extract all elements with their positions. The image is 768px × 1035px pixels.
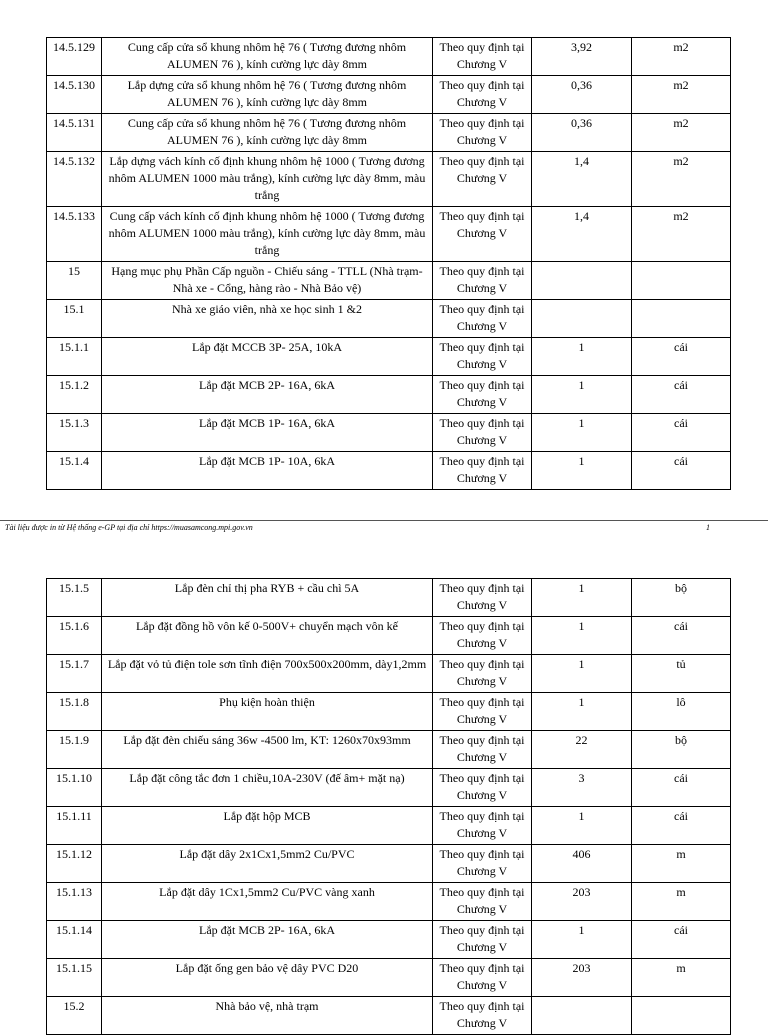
unit-cell: cái — [632, 338, 731, 376]
description-cell: Lắp dựng vách kính cố định khung nhôm hệ 1000 ( Tương đương nhôm ALUMEN 1000 màu trắng), kính cường lực dày 8mm, màu trắng — [102, 152, 433, 207]
unit-cell: cái — [632, 807, 731, 845]
description-cell: Lắp đặt MCB 1P- 10A, 6kA — [102, 452, 433, 490]
specification-cell: Theo quy định tại Chương V — [433, 845, 532, 883]
description-cell: Lắp đèn chỉ thị pha RYB + cầu chì 5A — [102, 579, 433, 617]
quantity-cell — [532, 300, 632, 338]
specification-cell: Theo quy định tại Chương V — [433, 883, 532, 921]
table-row — [47, 921, 731, 959]
boq-table-page-2 — [46, 578, 731, 1035]
description-cell: Lắp đặt MCB 1P- 16A, 6kA — [102, 414, 433, 452]
specification-cell: Theo quy định tại Chương V — [433, 617, 532, 655]
item-code-cell: 14.5.130 — [47, 76, 102, 114]
specification-cell: Theo quy định tại Chương V — [433, 997, 532, 1035]
item-code-cell: 15 — [47, 262, 102, 300]
table-row — [47, 338, 731, 376]
quantity-cell: 1 — [532, 376, 632, 414]
specification-cell: Theo quy định tại Chương V — [433, 152, 532, 207]
table-row — [47, 807, 731, 845]
description-cell: Lắp đặt dây 1Cx1,5mm2 Cu/PVC vàng xanh — [102, 883, 433, 921]
description-cell: Phụ kiện hoàn thiện — [102, 693, 433, 731]
unit-cell: tủ — [632, 655, 731, 693]
table-row — [47, 883, 731, 921]
unit-cell: cái — [632, 452, 731, 490]
quantity-cell: 1 — [532, 452, 632, 490]
quantity-cell: 203 — [532, 883, 632, 921]
quantity-cell: 1 — [532, 655, 632, 693]
quantity-cell: 203 — [532, 959, 632, 997]
quantity-cell: 22 — [532, 731, 632, 769]
boq-table-page-1 — [46, 37, 731, 490]
item-code-cell: 15.1.10 — [47, 769, 102, 807]
unit-cell: cái — [632, 769, 731, 807]
unit-cell: m — [632, 883, 731, 921]
unit-cell: m2 — [632, 207, 731, 262]
quantity-cell: 1 — [532, 414, 632, 452]
table-row — [47, 617, 731, 655]
unit-cell: m — [632, 959, 731, 997]
description-cell: Nhà bảo vệ, nhà trạm — [102, 997, 433, 1035]
specification-cell: Theo quy định tại Chương V — [433, 731, 532, 769]
specification-cell: Theo quy định tại Chương V — [433, 769, 532, 807]
unit-cell: lô — [632, 693, 731, 731]
unit-cell: cái — [632, 414, 731, 452]
unit-cell: cái — [632, 617, 731, 655]
quantity-cell: 1 — [532, 579, 632, 617]
quantity-cell: 3 — [532, 769, 632, 807]
quantity-cell: 1,4 — [532, 207, 632, 262]
description-cell: Lắp đặt MCB 2P- 16A, 6kA — [102, 921, 433, 959]
table-row — [47, 959, 731, 997]
unit-cell: m2 — [632, 114, 731, 152]
item-code-cell: 15.1.15 — [47, 959, 102, 997]
description-cell: Lắp đặt công tắc đơn 1 chiều,10A-230V (đế âm+ mặt nạ) — [102, 769, 433, 807]
unit-cell: cái — [632, 376, 731, 414]
description-cell: Hạng mục phụ Phần Cấp nguồn - Chiếu sáng - TTLL (Nhà trạm- Nhà xe - Cổng, hàng rào - Nhà Bảo vệ) — [102, 262, 433, 300]
boq-table-body — [47, 38, 731, 490]
specification-cell: Theo quy định tại Chương V — [433, 262, 532, 300]
description-cell: Cung cấp vách kính cố định khung nhôm hệ 1000 ( Tương đương nhôm ALUMEN 1000 màu trắng), kính cường lực dày 8mm, màu trắng — [102, 207, 433, 262]
description-cell: Nhà xe giáo viên, nhà xe học sinh 1 &2 — [102, 300, 433, 338]
specification-cell: Theo quy định tại Chương V — [433, 452, 532, 490]
item-code-cell: 14.5.129 — [47, 38, 102, 76]
item-code-cell: 15.1.11 — [47, 807, 102, 845]
unit-cell: m2 — [632, 152, 731, 207]
item-code-cell: 15.1.6 — [47, 617, 102, 655]
quantity-cell — [532, 262, 632, 300]
table-row — [47, 114, 731, 152]
specification-cell: Theo quy định tại Chương V — [433, 300, 532, 338]
table-row — [47, 731, 731, 769]
table-row — [47, 152, 731, 207]
description-cell: Lắp đặt dây 2x1Cx1,5mm2 Cu/PVC — [102, 845, 433, 883]
table-row — [47, 300, 731, 338]
item-code-cell: 15.1.9 — [47, 731, 102, 769]
item-code-cell: 15.1.12 — [47, 845, 102, 883]
item-code-cell: 15.1.8 — [47, 693, 102, 731]
item-code-cell: 15.1.2 — [47, 376, 102, 414]
quantity-cell: 3,92 — [532, 38, 632, 76]
item-code-cell: 15.1.14 — [47, 921, 102, 959]
unit-cell: m2 — [632, 38, 731, 76]
table-row — [47, 38, 731, 76]
table-row — [47, 76, 731, 114]
quantity-cell: 406 — [532, 845, 632, 883]
specification-cell: Theo quy định tại Chương V — [433, 38, 532, 76]
page-footer — [5, 523, 710, 532]
specification-cell: Theo quy định tại Chương V — [433, 338, 532, 376]
unit-cell: cái — [632, 921, 731, 959]
specification-cell: Theo quy định tại Chương V — [433, 959, 532, 997]
specification-cell: Theo quy định tại Chương V — [433, 579, 532, 617]
unit-cell — [632, 262, 731, 300]
specification-cell: Theo quy định tại Chương V — [433, 207, 532, 262]
unit-cell — [632, 997, 731, 1035]
quantity-cell: 0,36 — [532, 76, 632, 114]
item-code-cell: 15.2 — [47, 997, 102, 1035]
description-cell: Lắp dựng cửa sổ khung nhôm hệ 76 ( Tương đương nhôm ALUMEN 76 ), kính cường lực dày 8mm — [102, 76, 433, 114]
unit-cell: m2 — [632, 76, 731, 114]
table-row — [47, 845, 731, 883]
item-code-cell: 15.1.7 — [47, 655, 102, 693]
footer-source-text: Tài liệu được in từ Hệ thống e-GP tại địa chỉ https://muasamcong.mpi.gov.vn — [5, 523, 253, 532]
item-code-cell: 15.1 — [47, 300, 102, 338]
item-code-cell: 15.1.13 — [47, 883, 102, 921]
item-code-cell: 14.5.133 — [47, 207, 102, 262]
quantity-cell: 1,4 — [532, 152, 632, 207]
description-cell: Cung cấp cửa sổ khung nhôm hệ 76 ( Tương đương nhôm ALUMEN 76 ), kính cường lực dày 8mm — [102, 38, 433, 76]
item-code-cell: 14.5.132 — [47, 152, 102, 207]
table-row — [47, 693, 731, 731]
quantity-cell: 1 — [532, 693, 632, 731]
specification-cell: Theo quy định tại Chương V — [433, 76, 532, 114]
footer-page-number: 1 — [706, 523, 710, 532]
unit-cell: m — [632, 845, 731, 883]
table-row — [47, 655, 731, 693]
table-row — [47, 207, 731, 262]
description-cell: Cung cấp cửa sổ khung nhôm hệ 76 ( Tương đương nhôm ALUMEN 76 ), kính cường lực dày 8mm — [102, 114, 433, 152]
item-code-cell: 14.5.131 — [47, 114, 102, 152]
table-row — [47, 414, 731, 452]
table-row — [47, 376, 731, 414]
footer-rule — [0, 520, 768, 521]
description-cell: Lắp đặt ống gen bảo vệ dây PVC D20 — [102, 959, 433, 997]
item-code-cell: 15.1.4 — [47, 452, 102, 490]
unit-cell: bộ — [632, 579, 731, 617]
specification-cell: Theo quy định tại Chương V — [433, 693, 532, 731]
unit-cell: bộ — [632, 731, 731, 769]
table-row — [47, 769, 731, 807]
specification-cell: Theo quy định tại Chương V — [433, 655, 532, 693]
table-row — [47, 452, 731, 490]
table-row — [47, 997, 731, 1035]
quantity-cell: 1 — [532, 338, 632, 376]
quantity-cell: 1 — [532, 807, 632, 845]
specification-cell: Theo quy định tại Chương V — [433, 414, 532, 452]
specification-cell: Theo quy định tại Chương V — [433, 921, 532, 959]
item-code-cell: 15.1.1 — [47, 338, 102, 376]
description-cell: Lắp đặt hộp MCB — [102, 807, 433, 845]
specification-cell: Theo quy định tại Chương V — [433, 807, 532, 845]
quantity-cell: 0,36 — [532, 114, 632, 152]
quantity-cell: 1 — [532, 921, 632, 959]
specification-cell: Theo quy định tại Chương V — [433, 114, 532, 152]
quantity-cell: 1 — [532, 617, 632, 655]
table-row — [47, 579, 731, 617]
description-cell: Lắp đặt vỏ tủ điện tole sơn tĩnh điện 700x500x200mm, dày1,2mm — [102, 655, 433, 693]
description-cell: Lắp đặt MCCB 3P- 25A, 10kA — [102, 338, 433, 376]
unit-cell — [632, 300, 731, 338]
item-code-cell: 15.1.5 — [47, 579, 102, 617]
boq-table-body — [47, 579, 731, 1035]
quantity-cell — [532, 997, 632, 1035]
table-row — [47, 262, 731, 300]
description-cell: Lắp đặt MCB 2P- 16A, 6kA — [102, 376, 433, 414]
specification-cell: Theo quy định tại Chương V — [433, 376, 532, 414]
description-cell: Lắp đặt đồng hồ vôn kế 0-500V+ chuyển mạch vôn kế — [102, 617, 433, 655]
description-cell: Lắp đặt đèn chiếu sáng 36w -4500 lm, KT: 1260x70x93mm — [102, 731, 433, 769]
item-code-cell: 15.1.3 — [47, 414, 102, 452]
